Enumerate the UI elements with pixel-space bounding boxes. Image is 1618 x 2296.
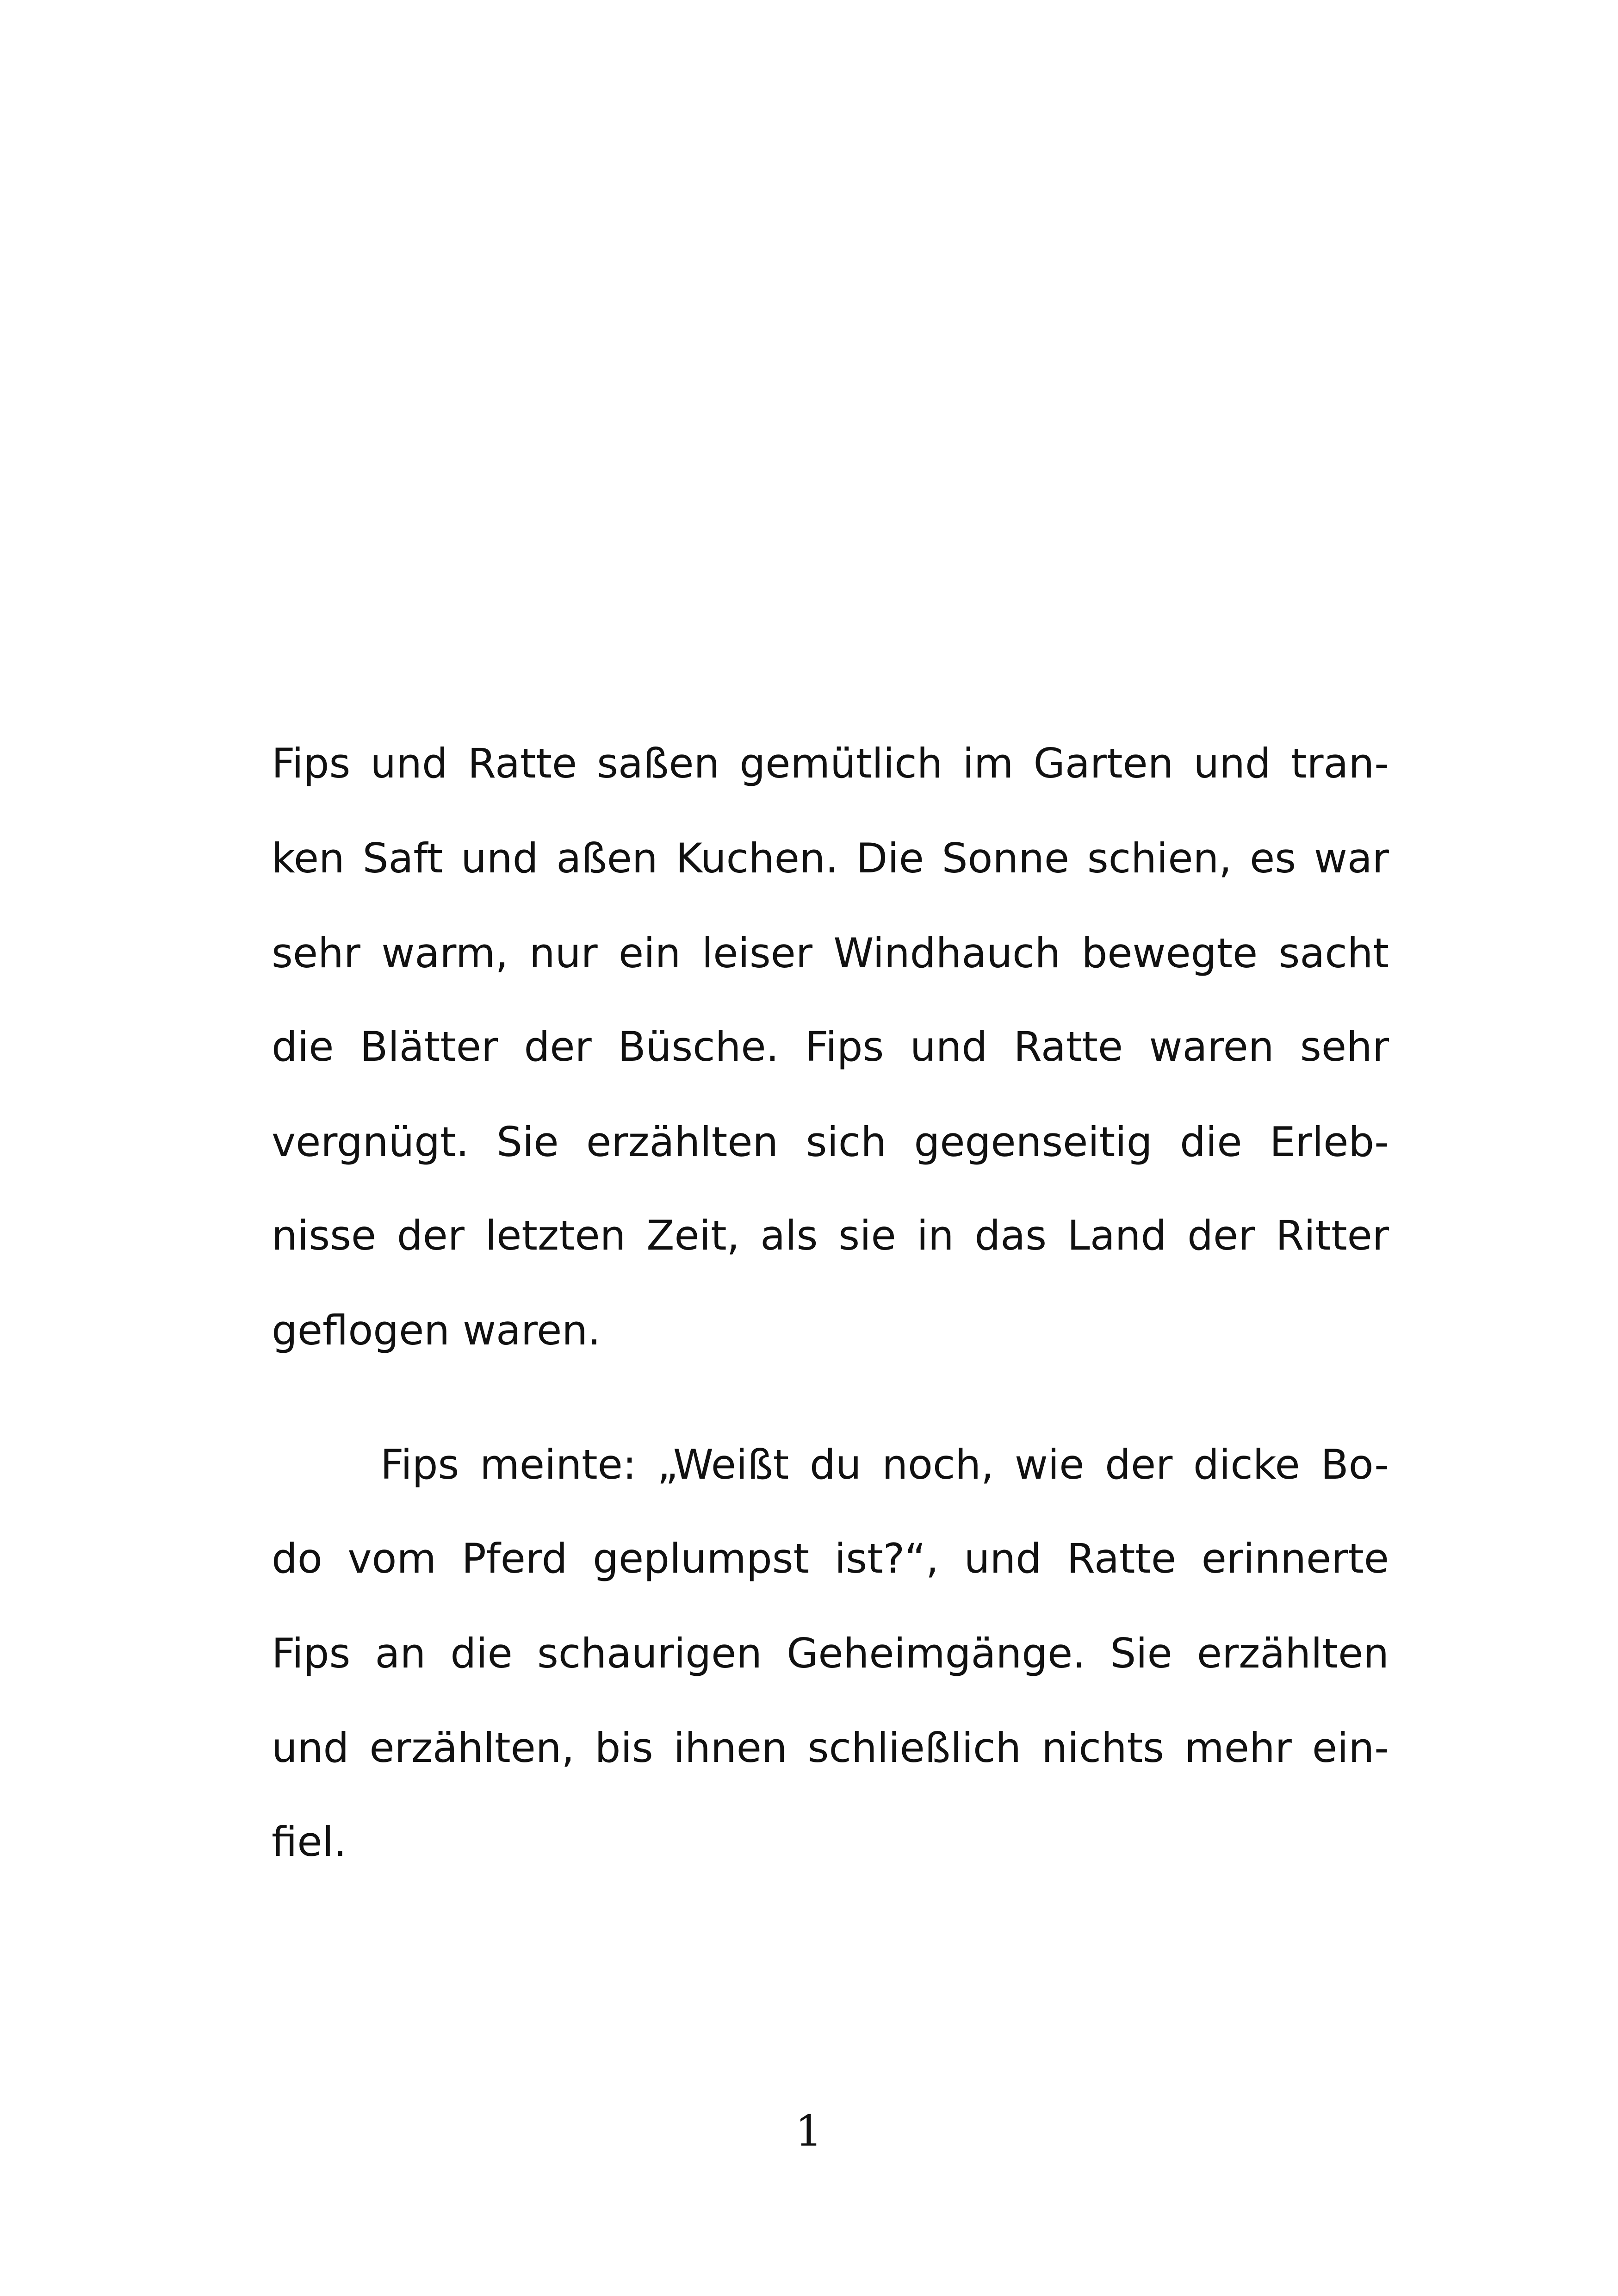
page-number: 1	[795, 2106, 823, 2156]
text-line: Fips meinte: „Weißt du noch, wie der dicke Bo-	[380, 1441, 1389, 1488]
text-line: ken Saft und aßen Kuchen. Die Sonne schien, es war	[272, 834, 1389, 882]
text-line: vergnügt. Sie erzählten sich gegenseitig die Erleb-	[272, 1118, 1389, 1166]
text-line: Fips an die schaurigen Geheimgänge. Sie erzählten	[272, 1630, 1389, 1677]
text-line: nisse der letzten Zeit, als sie in das Land der Ritter	[272, 1212, 1389, 1259]
text-line: Fips und Ratte saßen gemütlich im Garten und tran-	[272, 740, 1389, 787]
text-line: und erzählten, bis ihnen schließlich nichts mehr ein-	[272, 1724, 1389, 1772]
text-line: sehr warm, nur ein leiser Windhauch bewegte sacht	[272, 929, 1389, 977]
text-line: geflogen waren.	[272, 1307, 601, 1354]
text-line: die Blätter der Büsche. Fips und Ratte waren sehr	[272, 1023, 1389, 1070]
text-line: do vom Pferd geplumpst ist?“, und Ratte erinnerte	[272, 1535, 1389, 1582]
text-line: fiel.	[272, 1818, 347, 1866]
